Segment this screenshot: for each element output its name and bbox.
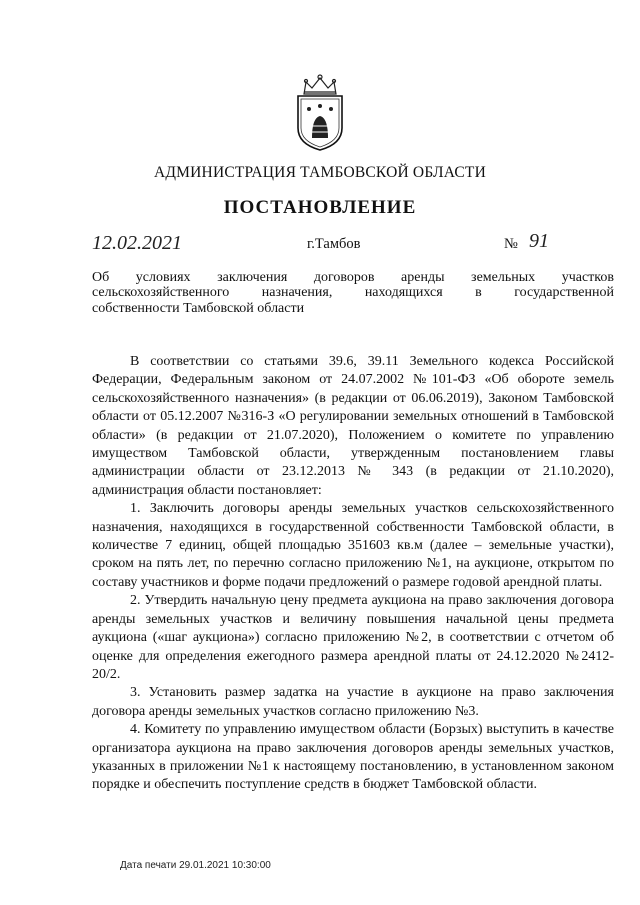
clause-3-paragraph: 3. Установить размер задатка на участие в аукционе на право заключения договора аренды земельных участков согласно приложению №3. [92,685,614,719]
clause-2-paragraph: 2. Утвердить начальную цену предмета аукциона на право заключения договора аренды земельных участков и величину повышения начальной цены предмета аукциона («шаг аукциона») согласно приложению №2, в соответствии с отчетом об оценке для определения ежегодного размера арендной платы от 24.12.2020 №2412-20/2. [92,593,614,682]
number-label: № [504,236,518,252]
city-label: г.Тамбов [307,236,361,252]
subject-line-3: собственности Тамбовской области [92,300,305,316]
document-subject [92,270,614,316]
organization-name: АДМИНИСТРАЦИЯ ТАМБОВСКОЙ ОБЛАСТИ [154,164,486,181]
handwritten-date: 12.02.2021 [92,232,182,254]
preamble-paragraph: В соответствии со статьями 39.6, 39.11 Земельного кодекса Российской Федерации, Федеральным законом от 24.07.2002 №101-ФЗ «Об обороте земель сельскохозяйственного назначения» (в редакции от 06.06.2019), Законом Тамбовской области от 05.12.2007 №316-З «О регулировании земельных отношений в Тамбовской области» (в редакции от 21.07.2020), Положением о комитете по управлению имуществом Тамбовской области, утвержденным постановлением главы администрации области от 23.12.2013 № 343 (в редакции от 21.10.2020), администрация области постановляет: [92,354,614,498]
tambov-coat-of-arms-icon [292,72,348,152]
document-body [92,353,614,795]
clause-1-paragraph: 1. Заключить договоры аренды земельных участков сельскохозяйственного назначения, находящихся в государственной собственности Тамбовской области, в количестве 7 единиц, общей площадью 351603 кв.м (далее – земельные участки), сроком на пять лет, по перечню согласно приложению №1, на аукционе, открытом по составу участников и форме подачи предложений о размере годовой арендной платы. [92,501,614,590]
print-date-footer: Дата печати 29.01.2021 10:30:00 [120,860,271,871]
clause-4-paragraph: 4. Комитету по управлению имуществом области (Борзых) выступить в качестве организатора аукциона на право заключения договоров аренды земельных участков, указанных в приложении №1 к настоящему постановлению, в установленном законом порядке и обеспечить поступление средств в бюджет Тамбовской области. [92,722,614,793]
subject-line-1: Об условиях заключения договоров аренды земельных участков [92,270,614,285]
document-type-title: ПОСТАНОВЛЕНИЕ [223,197,417,218]
handwritten-number: 91 [529,230,549,252]
subject-line-2: сельскохозяйственного назначения, находящихся в государственной [92,285,614,301]
